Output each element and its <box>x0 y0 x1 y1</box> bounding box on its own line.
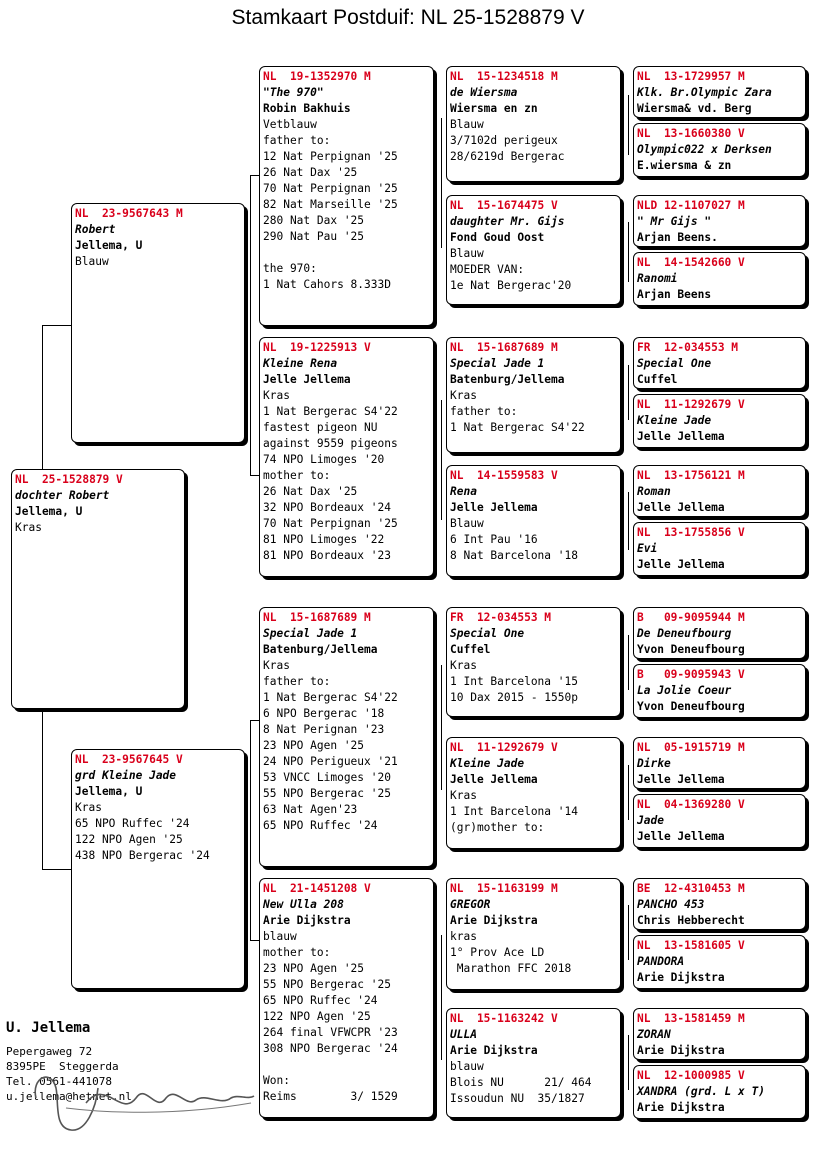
pigeon-name: XANDRA (grd. L x T) <box>637 1085 765 1098</box>
pigeon-name: Ranomi <box>637 272 678 285</box>
pigeon-name: dochter Robert <box>15 489 110 502</box>
owner-name: Yvon Deneufbourg <box>637 700 745 713</box>
g3-card-dss[interactable] <box>446 607 621 717</box>
note-line: 3/7102d perigeux <box>450 134 558 147</box>
connector <box>441 665 442 790</box>
ring-number: BE 12-4310453 M <box>637 882 745 895</box>
subject-card[interactable] <box>11 469 185 709</box>
pigeon-name: Special Jade 1 <box>263 627 358 640</box>
g4-card[interactable] <box>633 664 806 718</box>
owner-name: Jelle Jellema <box>637 430 725 443</box>
ring-number: NL 15-1163242 V <box>450 1012 558 1025</box>
owner-name: Yvon Deneufbourg <box>637 643 745 656</box>
note-line: father to: <box>263 675 331 688</box>
note-line: 308 NPO Bergerac '24 <box>263 1042 398 1055</box>
ring-number: NL 13-1581459 M <box>637 1012 745 1025</box>
pigeon-name: ZORAN <box>637 1028 671 1041</box>
note-line: against 9559 pigeons <box>263 437 398 450</box>
ring-number: NL 25-1528879 V <box>15 473 123 486</box>
note-line: Blois NU 21/ 464 <box>450 1076 592 1089</box>
note-line: Blauw <box>450 517 484 530</box>
note-line: 1 Nat Cahors 8.333D <box>263 278 391 291</box>
g4-card[interactable] <box>633 935 806 989</box>
note-line: 264 final VFWCPR '23 <box>263 1026 398 1039</box>
note-line: 290 Nat Pau '25 <box>263 230 365 243</box>
pigeon-name: de Wiersma <box>450 86 518 99</box>
note-line: 23 NPO Agen '25 <box>263 962 365 975</box>
note-line: 122 NPO Agen '25 <box>263 1010 371 1023</box>
note-line: Kras <box>450 789 477 802</box>
ring-number: NL 15-1687689 M <box>450 341 558 354</box>
pigeon-name: daughter Mr. Gijs <box>450 215 565 228</box>
note-line: Kras <box>15 521 42 534</box>
owner-name: Arjan Beens <box>637 288 712 301</box>
pigeon-name: PANCHO 453 <box>637 898 705 911</box>
g4-card[interactable] <box>633 1065 806 1119</box>
note-line: 82 Nat Marseille '25 <box>263 198 398 211</box>
owner-name: Wiersma en zn <box>450 102 538 115</box>
connector <box>42 710 43 870</box>
ring-number: NL 21-1451208 V <box>263 882 371 895</box>
note-line: 55 NPO Bergerac '25 <box>263 978 391 991</box>
pigeon-name: Evi <box>637 542 658 555</box>
ring-number: FR 12-034553 M <box>450 611 552 624</box>
owner-name: Jelle Jellema <box>450 501 538 514</box>
ring-number: NL 15-1687689 M <box>263 611 371 624</box>
g4-card[interactable] <box>633 1008 806 1060</box>
dam-sire-card[interactable] <box>259 607 434 867</box>
pigeon-name: Special One <box>637 357 712 370</box>
g4-card[interactable] <box>633 394 806 448</box>
owner-name: Cuffel <box>450 643 491 656</box>
connector <box>441 400 442 520</box>
g4-card[interactable] <box>633 66 806 118</box>
connector <box>628 765 629 820</box>
pigeon-name: Roman <box>637 485 671 498</box>
owner-name: Fond Goud Oost <box>450 231 545 244</box>
ring-number: NL 13-1581605 V <box>637 939 745 952</box>
ring-number: NL 12-1000985 V <box>637 1069 745 1082</box>
owner-name: Chris Hebberecht <box>637 914 745 927</box>
pigeon-name: "The 970" <box>263 86 324 99</box>
g4-card[interactable] <box>633 522 806 576</box>
pigeon-name: Rena <box>450 485 477 498</box>
connector <box>441 935 442 1060</box>
owner-name: Arie Dijkstra <box>263 914 351 927</box>
g4-card[interactable] <box>633 337 806 389</box>
ring-number: NL 11-1292679 V <box>450 741 558 754</box>
breeder-address: Pepergaweg 72 <box>6 1045 93 1058</box>
pigeon-name: Special Jade 1 <box>450 357 545 370</box>
note-line: 53 VNCC Limoges '20 <box>263 771 391 784</box>
owner-name: Jelle Jellema <box>637 501 725 514</box>
g3-card-sdd[interactable] <box>446 465 621 577</box>
connector <box>628 905 629 960</box>
note-line: mother to: <box>263 946 331 959</box>
note-line: Reims 3/ 1529 <box>263 1090 398 1103</box>
g3-card-sds[interactable] <box>446 337 621 453</box>
owner-name: Robin Bakhuis <box>263 102 351 115</box>
note-line: 10 Dax 2015 - 1550p <box>450 691 578 704</box>
owner-name: Batenburg/Jellema <box>263 643 378 656</box>
pigeon-name: La Jolie Coeur <box>637 684 732 697</box>
note-line: Blauw <box>75 255 109 268</box>
pigeon-name: Special One <box>450 627 525 640</box>
connector <box>250 720 259 721</box>
pigeon-name: Kleine Jade <box>637 414 712 427</box>
note-line: 1 Int Barcelona '14 <box>450 805 578 818</box>
note-line: 23 NPO Agen '25 <box>263 739 365 752</box>
ring-number: NLD 12-1107027 M <box>637 199 745 212</box>
note-line: Blauw <box>450 247 484 260</box>
note-line: 70 Nat Perpignan '25 <box>263 517 398 530</box>
connector <box>628 365 629 420</box>
note-line: the 970: <box>263 262 317 275</box>
pigeon-name: Kleine Jade <box>450 757 525 770</box>
g4-card[interactable] <box>633 737 806 789</box>
ring-number: NL 05-1915719 M <box>637 741 745 754</box>
owner-name: Jelle Jellema <box>637 558 725 571</box>
note-line: 122 NPO Agen '25 <box>75 833 183 846</box>
owner-name: Arie Dijkstra <box>450 1044 538 1057</box>
note-line: Kras <box>263 659 290 672</box>
pigeon-name: grd Kleine Jade <box>75 769 177 782</box>
ring-number: NL 15-1163199 M <box>450 882 558 895</box>
connector <box>628 635 629 690</box>
owner-name: Cuffel <box>637 373 678 386</box>
page-title: Stamkaart Postduif: NL 25-1528879 V <box>231 6 585 29</box>
pigeon-name: ULLA <box>450 1028 477 1041</box>
connector <box>42 325 71 326</box>
note-line: Issoudun NU 35/1827 <box>450 1092 585 1105</box>
breeder-info <box>6 1020 256 1140</box>
note-line: 26 Nat Dax '25 <box>263 485 358 498</box>
pigeon-name: Klk. Br.Olympic Zara <box>637 86 772 99</box>
owner-name: E.wiersma & zn <box>637 159 732 172</box>
breeder-email: u.jellema@hetnet.nl <box>6 1090 132 1103</box>
note-line: 12 Nat Perpignan '25 <box>263 150 398 163</box>
connector <box>628 1035 629 1090</box>
pigeon-name: New Ulla 208 <box>263 898 344 911</box>
note-line: 74 NPO Limoges '20 <box>263 453 385 466</box>
g4-card[interactable] <box>633 123 806 177</box>
note-line: Marathon FFC 2018 <box>450 962 572 975</box>
connector <box>250 175 259 176</box>
ring-number: NL 13-1729957 M <box>637 70 745 83</box>
note-line: 32 NPO Bordeaux '24 <box>263 501 391 514</box>
note-line: 1 Int Barcelona '15 <box>450 675 578 688</box>
note-line: Kras <box>263 389 290 402</box>
pigeon-name: Robert <box>75 223 116 236</box>
note-line: 8 Nat Barcelona '18 <box>450 549 578 562</box>
g4-card[interactable] <box>633 794 806 848</box>
note-line: Vetblauw <box>263 118 317 131</box>
owner-name: Wiersma& vd. Berg <box>637 102 752 115</box>
ring-number: NL 13-1660380 V <box>637 127 745 140</box>
owner-name: Jelle Jellema <box>450 773 538 786</box>
g4-card[interactable] <box>633 195 806 247</box>
g4-card[interactable] <box>633 465 806 517</box>
ring-number: NL 19-1352970 M <box>263 70 371 83</box>
owner-name: Arie Dijkstra <box>637 1044 725 1057</box>
note-line: 65 NPO Ruffec '24 <box>263 819 378 832</box>
connector <box>628 492 629 550</box>
owner-name: Jelle Jellema <box>263 373 351 386</box>
ring-number: NL 14-1559583 V <box>450 469 558 482</box>
dam-dam-card[interactable] <box>259 878 434 1118</box>
ring-number: FR 12-034553 M <box>637 341 739 354</box>
g4-card[interactable] <box>633 878 806 930</box>
note-line: 55 NPO Bergerac '25 <box>263 787 391 800</box>
connector <box>250 175 251 475</box>
note-line: kras <box>450 930 477 943</box>
note-line: 6 Int Pau '16 <box>450 533 538 546</box>
note-line <box>263 1057 430 1073</box>
owner-name: Batenburg/Jellema <box>450 373 565 386</box>
ring-number: NL 15-1234518 M <box>450 70 558 83</box>
pigeon-name: " Mr Gijs " <box>637 215 712 228</box>
g3-card-ssd[interactable] <box>446 195 621 305</box>
owner-name: Jellema, U <box>75 239 143 252</box>
owner-name: Arie Dijkstra <box>637 971 725 984</box>
note-line: mother to: <box>263 469 331 482</box>
note-line: blauw <box>263 930 297 943</box>
note-line: 280 Nat Dax '25 <box>263 214 365 227</box>
owner-name: Jellema, U <box>15 505 83 518</box>
note-line: 1 Nat Bergerac S4'22 <box>263 691 398 704</box>
note-line: father to: <box>263 134 331 147</box>
sire-dam-card[interactable] <box>259 337 434 577</box>
note-line: 70 Nat Perpignan '25 <box>263 182 398 195</box>
note-line: fastest pigeon NU <box>263 421 378 434</box>
owner-name: Jelle Jellema <box>637 773 725 786</box>
owner-name: Arie Dijkstra <box>637 1101 725 1114</box>
note-line: 1 Nat Bergerac S4'22 <box>263 405 398 418</box>
connector <box>628 222 629 282</box>
ring-number: NL 14-1542660 V <box>637 256 745 269</box>
note-line: 81 NPO Bordeaux '23 <box>263 549 391 562</box>
note-line: 81 NPO Limoges '22 <box>263 533 385 546</box>
pigeon-name: Jade <box>637 814 664 827</box>
note-line: 8 Nat Perignan '23 <box>263 723 385 736</box>
pigeon-name: Kleine Rena <box>263 357 338 370</box>
note-line: 6 NPO Bergerac '18 <box>263 707 385 720</box>
note-line: 1° Prov Ace LD <box>450 946 545 959</box>
g3-card-ddd[interactable] <box>446 1008 621 1118</box>
pigeon-name: Dirke <box>637 757 671 770</box>
breeder-phone: Tel. 0561-441078 <box>6 1075 112 1088</box>
ring-number: NL 13-1756121 M <box>637 469 745 482</box>
connector <box>42 325 43 470</box>
note-line: (gr)mother to: <box>450 821 545 834</box>
note-line: Kras <box>75 801 102 814</box>
sire-card[interactable] <box>71 203 245 443</box>
note-line: 63 Nat Agen'23 <box>263 803 358 816</box>
g3-card-dds[interactable] <box>446 878 621 990</box>
ring-number: NL 19-1225913 V <box>263 341 371 354</box>
note-line: Blauw <box>450 118 484 131</box>
connector <box>42 869 71 870</box>
connector <box>628 95 629 155</box>
connector <box>250 475 259 476</box>
pigeon-name: De Deneufbourg <box>637 627 732 640</box>
note-line: Kras <box>450 389 477 402</box>
ring-number: NL 15-1674475 V <box>450 199 558 212</box>
note-line: 1 Nat Bergerac S4'22 <box>450 421 585 434</box>
ring-number: NL 23-9567643 M <box>75 207 183 220</box>
note-line: 65 NPO Ruffec '24 <box>263 994 378 1007</box>
ring-number: NL 13-1755856 V <box>637 526 745 539</box>
g3-card-dsd[interactable] <box>446 737 621 849</box>
note-line: blauw <box>450 1060 484 1073</box>
owner-name: Jellema, U <box>75 785 143 798</box>
pigeon-name: PANDORA <box>637 955 685 968</box>
note-line: father to: <box>450 405 518 418</box>
owner-name: Arie Dijkstra <box>450 914 538 927</box>
connector <box>441 118 442 248</box>
pigeon-name: Olympic022 x Derksen <box>637 143 772 156</box>
pigeon-name: GREGOR <box>450 898 491 911</box>
connector <box>250 720 251 940</box>
note-line: 1e Nat Bergerac'20 <box>450 279 572 292</box>
owner-name: Jelle Jellema <box>637 830 725 843</box>
g3-card-sss[interactable] <box>446 66 621 182</box>
ring-number: NL 23-9567645 V <box>75 753 183 766</box>
ring-number: NL 04-1369280 V <box>637 798 745 811</box>
connector <box>250 940 259 941</box>
note-line: 65 NPO Ruffec '24 <box>75 817 190 830</box>
breeder-name: U. Jellema <box>6 1020 91 1036</box>
ring-number: NL 11-1292679 V <box>637 398 745 411</box>
note-line: Kras <box>450 659 477 672</box>
ring-number: B 09-9095943 V <box>637 668 745 681</box>
ring-number: B 09-9095944 M <box>637 611 745 624</box>
note-line <box>263 245 430 261</box>
g4-card[interactable] <box>633 607 806 659</box>
note-line: MOEDER VAN: <box>450 263 525 276</box>
note-line: 438 NPO Bergerac '24 <box>75 849 210 862</box>
note-line: 26 Nat Dax '25 <box>263 166 358 179</box>
note-line: Won: <box>263 1074 290 1087</box>
g4-card[interactable] <box>633 252 806 306</box>
signature-image <box>26 1058 256 1138</box>
note-line: 24 NPO Perigueux '21 <box>263 755 398 768</box>
sire-sire-card[interactable] <box>259 66 434 326</box>
breeder-postal: 8395PE Steggerda <box>6 1060 119 1073</box>
note-line: 28/6219d Bergerac <box>450 150 565 163</box>
owner-name: Arjan Beens. <box>637 231 718 244</box>
dam-card[interactable] <box>71 749 245 989</box>
